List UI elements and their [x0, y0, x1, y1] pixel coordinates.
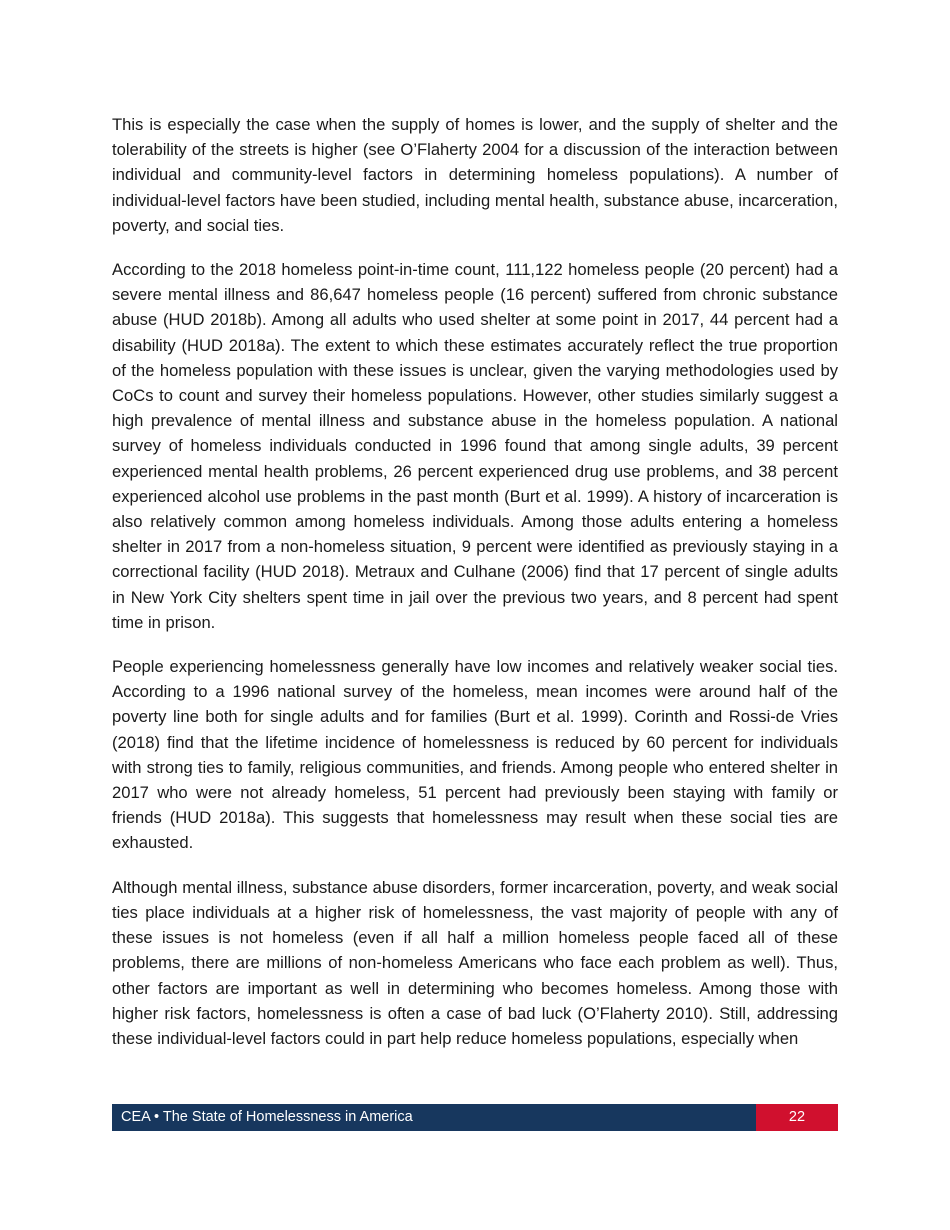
- page-number: 22: [756, 1104, 838, 1131]
- footer-title: CEA • The State of Homelessness in America: [112, 1104, 756, 1131]
- paragraph-2: According to the 2018 homeless point-in-time count, 111,122 homeless people (20 percent) had a severe mental illness and 86,647 homeless people (16 percent) suffered from chronic substance abuse (HUD 2018b). Among all adults who used shelter at some point in 2017, 44 percent had a disability (HUD 2018a). The extent to which these estimates accurately reflect the true proportion of the homeless population with these issues is unclear, given the varying methodologies used by CoCs to count and survey their homeless populations. However, other studies similarly suggest a high prevalence of mental illness and substance abuse in the homeless population. A national survey of homeless individuals conducted in 1996 found that among single adults, 39 percent experienced mental health problems, 26 percent experienced drug use problems, and 38 percent experienced alcohol use problems in the past month (Burt et al. 1999). A history of incarceration is also relatively common among homeless individuals. Among those adults entering a homeless shelter in 2017 from a non-homeless situation, 9 percent were identified as previously staying in a correctional facility (HUD 2018). Metraux and Culhane (2006) find that 17 percent of single adults in New York City shelters spent time in jail over the previous two years, and 8 percent had spent time in prison.: [112, 260, 838, 632]
- paragraph-3: People experiencing homelessness generally have low incomes and relatively weaker social ties. According to a 1996 national survey of the homeless, mean incomes were around half of the poverty line both for single adults and for families (Burt et al. 1999). Corinth and Rossi-de Vries (2018) find that the lifetime incidence of homelessness is reduced by 60 percent for individuals with strong ties to family, religious communities, and friends. Among people who entered shelter in 2017 who were not already homeless, 51 percent had previously been staying with family or friends (HUD 2018a). This suggests that homelessness may result when these social ties are exhausted.: [112, 657, 838, 853]
- page-footer: [112, 1104, 838, 1131]
- paragraph-4: Although mental illness, substance abuse disorders, former incarceration, poverty, and weak social ties place individuals at a higher risk of homelessness, the vast majority of people with any of these issues is not homeless (even if all half a million homeless people faced all of these problems, there are millions of non-homeless Americans who face each problem as well). Thus, other factors are important as well in determining who becomes homeless. Among those with higher risk factors, homelessness is often a case of bad luck (O’Flaherty 2010). Still, addressing these individual-level factors could in part help reduce homeless populations, especially when: [112, 877, 838, 1048]
- page-body: [112, 112, 838, 1070]
- paragraph-1: This is especially the case when the supply of homes is lower, and the supply of shelter and the tolerability of the streets is higher (see O’Flaherty 2004 for a discussion of the interaction between individual and community-level factors in determining homeless populations). A number of individual-level factors have been studied, including mental health, substance abuse, incarceration, poverty, and social ties.: [112, 115, 838, 235]
